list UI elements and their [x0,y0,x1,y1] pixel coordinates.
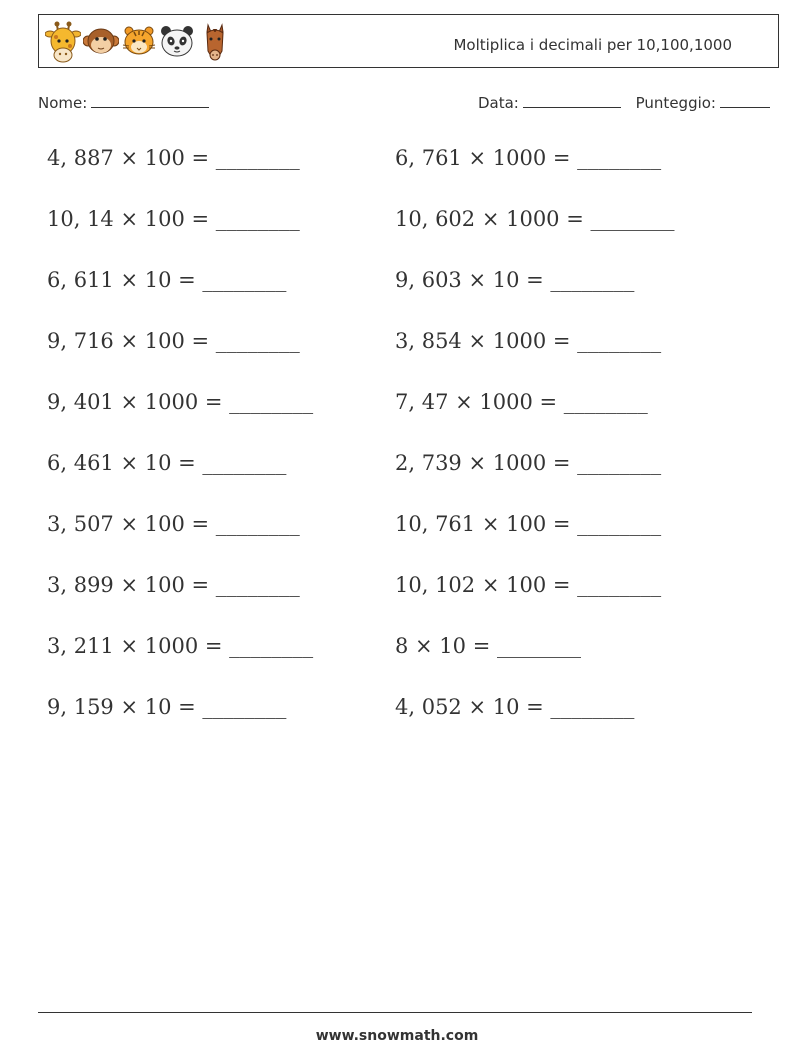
problem-item: 4, 887 × 100 = ________ [47,146,300,170]
date-line[interactable] [523,94,621,108]
problem-item: 3, 507 × 100 = ________ [47,512,300,536]
name-field [38,94,209,112]
problem-item: 8 × 10 = ________ [395,634,581,658]
footer-divider [38,1012,752,1013]
problem-item: 7, 47 × 1000 = ________ [395,390,648,414]
worksheet-title: Moltiplica i decimali per 10,100,1000 [453,36,732,54]
problem-item: 4, 052 × 10 = ________ [395,695,635,719]
problem-item: 9, 716 × 100 = ________ [47,329,300,353]
problem-item: 10, 102 × 100 = ________ [395,573,662,597]
date-score-fields [478,94,770,112]
problem-item: 6, 761 × 1000 = ________ [395,146,662,170]
name-line[interactable] [91,94,209,108]
panda-icon [159,19,195,65]
tiger-icon [121,19,157,65]
date-label: Data: [477,94,519,112]
problem-item: 9, 401 × 1000 = ________ [47,390,314,414]
worksheet-header [38,14,779,68]
problem-item: 3, 899 × 100 = ________ [47,573,300,597]
giraffe-icon [45,19,81,65]
problem-item: 10, 761 × 100 = ________ [395,512,662,536]
monkey-icon [83,19,119,65]
problem-item: 3, 211 × 1000 = ________ [47,634,314,658]
problem-item: 6, 611 × 10 = ________ [47,268,287,292]
problem-item: 10, 14 × 100 = ________ [47,207,300,231]
animal-icons [45,19,233,65]
problem-item: 6, 461 × 10 = ________ [47,451,287,475]
score-line[interactable] [720,94,770,108]
name-label: Nome: [38,94,88,112]
score-label: Punteggio: [635,94,716,112]
problem-item: 9, 159 × 10 = ________ [47,695,287,719]
footer-website[interactable]: www.snowmath.com [315,1028,479,1044]
problem-item: 10, 602 × 1000 = ________ [395,207,675,231]
problem-item: 3, 854 × 1000 = ________ [395,329,662,353]
problem-item: 9, 603 × 10 = ________ [395,268,635,292]
problem-item: 2, 739 × 1000 = ________ [395,451,662,475]
horse-icon [197,19,233,65]
